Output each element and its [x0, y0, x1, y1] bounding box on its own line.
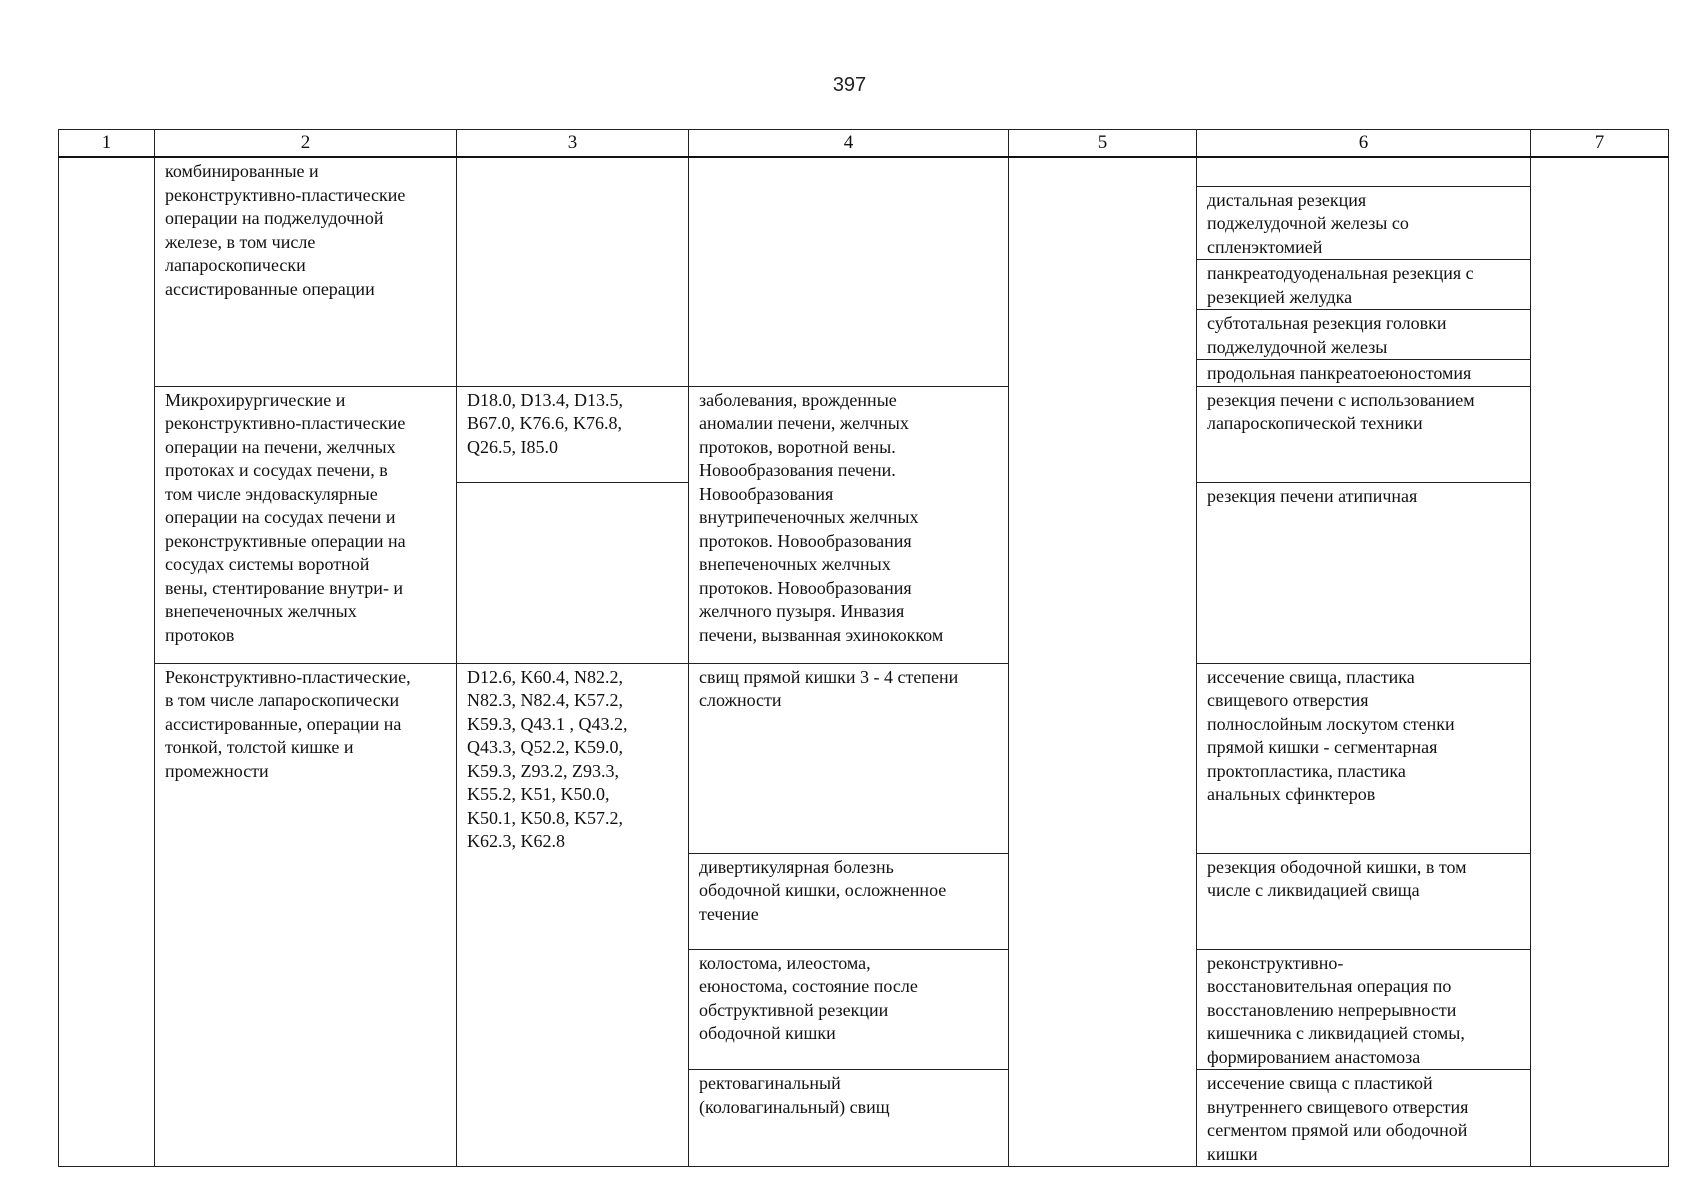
- liver-diagnosis: заболевания, врожденные аномалии печени, желчных протоков, воротной вены. Новообразования печени. Новообразования внутрипеченочных желчных протоков. Новообразования внепеченочных желчных протоков. Новообразования желчного пузыря. Инвазия печени, вызванная эхинококком: [689, 386, 1009, 663]
- table-row: [59, 386, 1669, 482]
- liver-icd-codes-empty: [457, 482, 689, 663]
- column-header-6: 6: [1197, 130, 1531, 158]
- column-header-2: 2: [155, 130, 457, 158]
- intestine-diagnosis-2: дивертикулярная болезнь ободочной кишки, осложненное течение: [689, 853, 1009, 949]
- cell-col1: [59, 157, 155, 1167]
- intestine-icd-codes: D12.6, K60.4, N82.2, N82.3, N82.4, K57.2, K59.3, Q43.1 , Q43.2, Q43.3, Q52.2, K59.0, K59.3, Z93.2, Z93.3, K55.2, K51, K50.0, K50.1, K50.8, K57.2, K62.3, K62.8: [457, 663, 689, 1167]
- column-header-4: 4: [689, 130, 1009, 158]
- liver-operations-name: Микрохирургические и реконструктивно-пластические операции на печени, желчных протоках и сосудах печени, в том числе эндоваскулярные операции на сосудах печени и реконструктивные операции на сосудах системы воротной вены, стентирование внутри- и внепеченочных желчных протоков: [155, 386, 457, 663]
- table-row: [59, 663, 1669, 773]
- pancreas-diagnosis: [689, 157, 1009, 386]
- intestine-diagnosis-1: свищ прямой кишки 3 - 4 степени сложности: [689, 663, 1009, 853]
- intestine-procedure-3: реконструктивно- восстановительная операция по восстановлению непрерывности кишечника с ликвидацией стомы, формированием анастомоза: [1197, 949, 1531, 1070]
- medical-procedures-table: [58, 129, 1669, 1167]
- intestine-procedure-1: иссечение свища, пластика свищевого отверстия полнослойным лоскутом стенки прямой кишки - сегментарная проктопластика, пластика анальных сфинктеров: [1197, 663, 1531, 853]
- liver-procedure-laparoscopic: резекция печени с использованием лапароскопической техники: [1197, 386, 1531, 482]
- intestine-procedure-2: резекция ободочной кишки, в том числе с ликвидацией свища: [1197, 853, 1531, 949]
- pancreas-icd-codes: [457, 157, 689, 386]
- intestine-procedure-4: иссечение свища с пластикой внутреннего свищевого отверстия сегментом прямой или ободочной кишки: [1197, 1070, 1531, 1167]
- column-header-row: [59, 130, 1669, 158]
- liver-procedure-atypical: резекция печени атипичная: [1197, 482, 1531, 663]
- column-header-5: 5: [1009, 130, 1197, 158]
- page-number: 397: [832, 74, 867, 96]
- pancreas-procedure-1: дистальная резекция поджелудочной железы со спленэктомией: [1197, 186, 1531, 260]
- pancreas-operations-name: комбинированные и реконструктивно-пластические операции на поджелудочной железе, в том числе лапароскопически ассистированные операции: [155, 157, 457, 386]
- intestine-diagnosis-3: колостома, илеостома, еюностома, состояние после обструктивной резекции ободочной кишки: [689, 949, 1009, 1070]
- table-row: [59, 157, 1669, 186]
- pancreas-procedure-0: [1197, 157, 1531, 186]
- pancreas-procedure-4: продольная панкреатоеюностомия: [1197, 360, 1531, 387]
- cell-col7: [1531, 157, 1669, 1167]
- intestine-diagnosis-4: ректовагинальный (коловагинальный) свищ: [689, 1070, 1009, 1167]
- column-header-1: 1: [59, 130, 155, 158]
- column-header-3: 3: [457, 130, 689, 158]
- cell-col5: [1009, 157, 1197, 1167]
- liver-icd-codes: D18.0, D13.4, D13.5, B67.0, K76.6, K76.8, Q26.5, I85.0: [457, 386, 689, 482]
- intestine-operations-name: Реконструктивно-пластические, в том числе лапароскопически ассистированные, операции на тонкой, толстой кишке и промежности: [155, 663, 457, 1167]
- pancreas-procedure-3: субтотальная резекция головки поджелудочной железы: [1197, 310, 1531, 360]
- pancreas-procedure-2: панкреатодуоденальная резекция с резекцией желудка: [1197, 260, 1531, 310]
- column-header-7: 7: [1531, 130, 1669, 158]
